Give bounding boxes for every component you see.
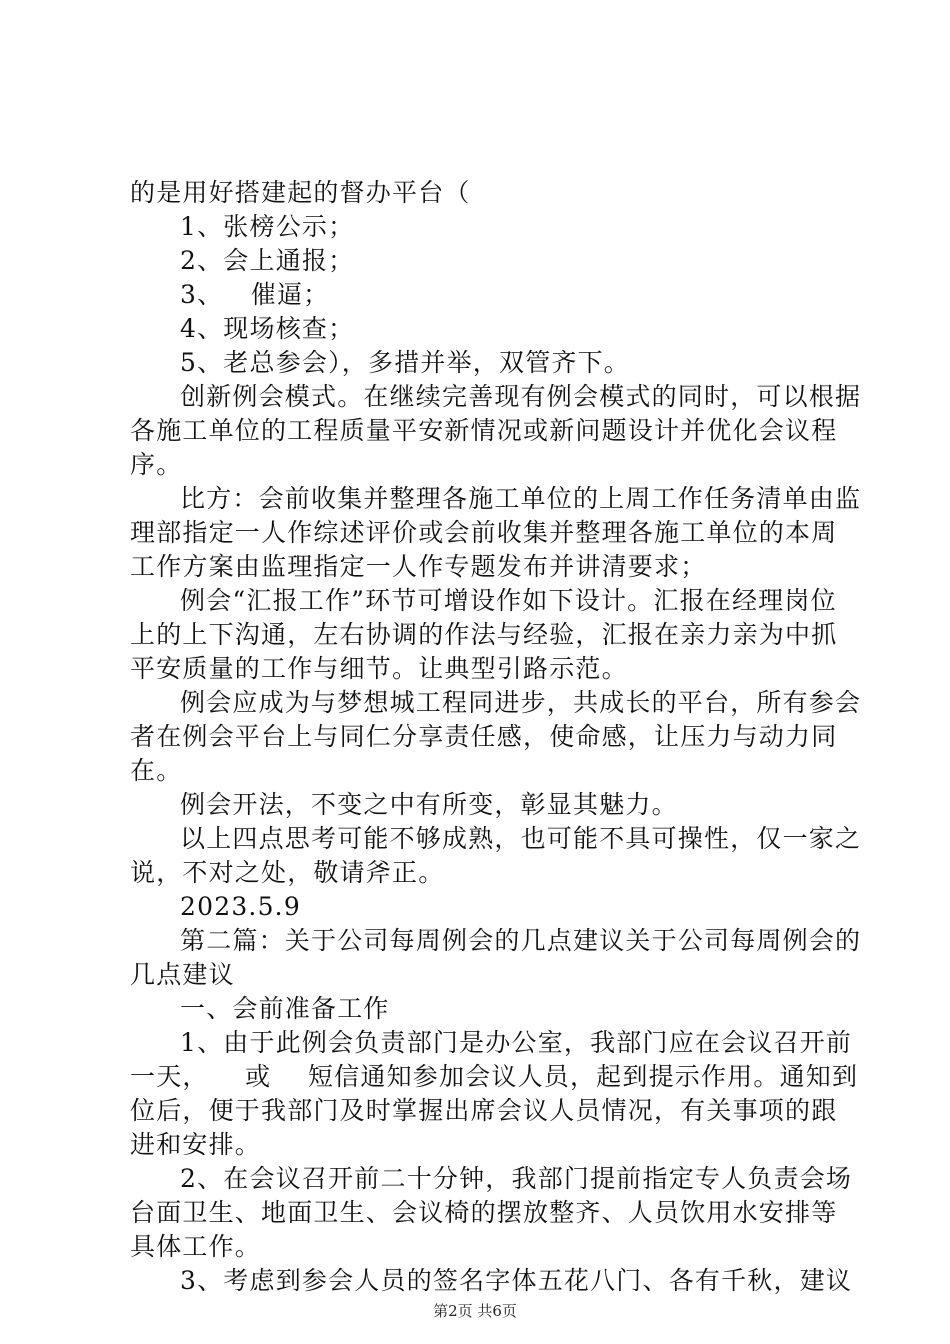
text-line: 序。 — [130, 450, 183, 479]
text-line: 上的上下沟通，左右协调的作法与经验，汇报在亲力亲为中抓 — [130, 620, 838, 649]
text-line: 一天， 或 短信通知参加会议人员，起到提示作用。通知到 — [130, 1062, 859, 1091]
text-line: 例会开法，不变之中有所变，彰显其魅力。 — [180, 790, 678, 819]
section-heading: 几点建议 — [130, 960, 235, 989]
text-line: 说，不对之处，敬请斧正。 — [130, 858, 445, 887]
list-item: 1、张榜公示； — [180, 212, 355, 241]
text-line: 位后，便于我部门及时掌握出席会议人员情况，有关事项的跟 — [130, 1096, 838, 1125]
text-line: 平安质量的工作与细节。让典型引路示范。 — [130, 654, 628, 683]
text-line: 以上四点思考可能不够成熟，也可能不具可操性，仅一家之 — [180, 824, 862, 853]
list-item: 4、现场核查； — [180, 314, 355, 343]
text-line: 2、在会议召开前二十分钟，我部门提前指定专人负责会场 — [180, 1164, 853, 1193]
section-heading: 第二篇：关于公司每周例会的几点建议关于公司每周例会的 — [180, 926, 862, 955]
text-line: 者在例会平台上与同仁分享责任感，使命感，让压力与动力同 — [130, 722, 838, 751]
date-line: 2023.5.9 — [180, 892, 301, 921]
list-item: 2、会上通报； — [180, 246, 355, 275]
page-footer: 第2页 共6页 — [433, 1302, 517, 1320]
text-line: 3、考虑到参会人员的签名字体五花八门、各有千秋，建议 — [180, 1266, 853, 1295]
text-line: 具体工作。 — [130, 1232, 262, 1261]
text-line: 的是用好搭建起的督办平台（ — [130, 178, 471, 207]
text-line: 进和安排。 — [130, 1130, 262, 1159]
subsection-heading: 一、会前准备工作 — [180, 994, 390, 1023]
text-line: 例会应成为与梦想城工程同进步，共成长的平台，所有参会 — [180, 688, 862, 717]
text-line: 例会“汇报工作”环节可增设作如下设计。汇报在经理岗位 — [180, 586, 837, 615]
list-item: 3、 催逼； — [180, 280, 330, 309]
list-item: 5、老总参会），多措并举，双管齐下。 — [180, 348, 631, 377]
text-line: 创新例会模式。在继续完善现有例会模式的同时，可以根据 — [180, 382, 862, 411]
text-line: 理部指定一人作综述评价或会前收集并整理各施工单位的本周 — [130, 518, 838, 547]
text-line: 在。 — [130, 756, 183, 785]
text-line: 比方：会前收集并整理各施工单位的上周工作任务清单由监 — [180, 484, 862, 513]
text-line: 各施工单位的工程质量平安新情况或新问题设计并优化会议程 — [130, 416, 838, 445]
text-line: 1、由于此例会负责部门是办公室，我部门应在会议召开前 — [180, 1028, 853, 1057]
text-line: 工作方案由监理指定一人作专题发布并讲清要求； — [130, 552, 707, 581]
text-line: 台面卫生、地面卫生、会议椅的摆放整齐、人员饮用水安排等 — [130, 1198, 838, 1227]
